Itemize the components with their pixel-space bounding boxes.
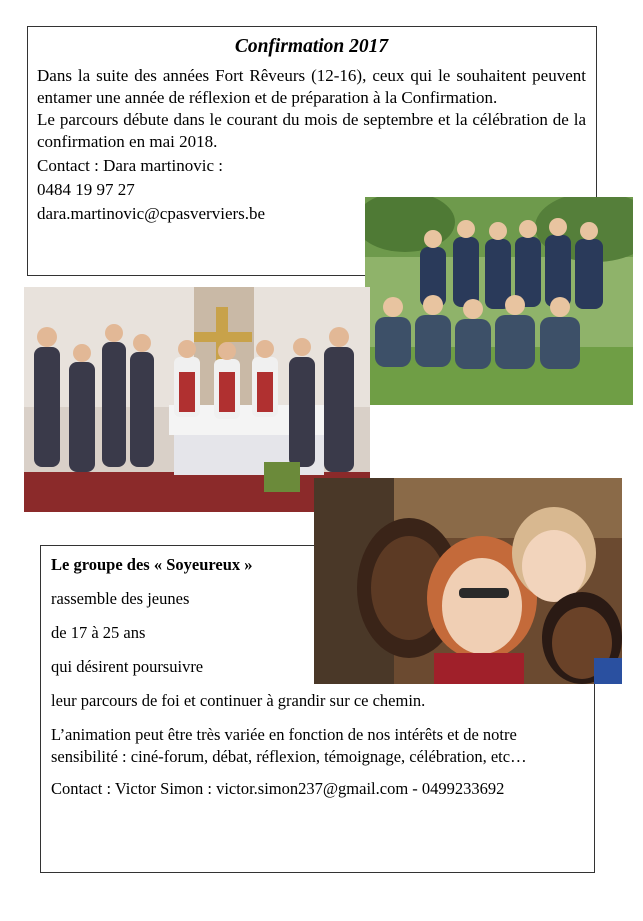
selfie-photo — [314, 478, 622, 684]
soyeureux-contact: Contact : Victor Simon : victor.simon237@gmail.com - 0499233692 — [51, 779, 505, 798]
group-outdoor-photo — [365, 197, 633, 405]
selfie-photo-icon — [314, 478, 622, 684]
confirmation-phone: 0484 19 97 27 — [37, 180, 135, 199]
confirmation-title: Confirmation 2017 — [234, 36, 389, 57]
soyeureux-line-3: qui désirent poursuivre — [51, 657, 204, 676]
soyeureux-heading: Le groupe des « Soyeureux » — [51, 555, 253, 574]
confirmation-contact-label: Contact : Dara martinovic : — [37, 156, 223, 175]
group-photo-icon — [365, 197, 633, 405]
soyeureux-description: L’animation peut être très variée en fonction de nos intérêts et de notre sensibilité : ciné-forum, débat, réflexion, témoignage, célébration, etc… — [51, 725, 527, 766]
confirmation-email: dara.martinovic@cpasverviers.be — [37, 204, 266, 223]
soyeureux-line-4: leur parcours de foi et continuer à grandir sur ce chemin. — [51, 691, 426, 710]
soyeureux-line-1: rassemble des jeunes — [51, 589, 190, 608]
soyeureux-line-2: de 17 à 25 ans — [51, 623, 146, 642]
confirmation-intro: Dans la suite des années Fort Rêveurs (12-16), ceux qui le souhaitent peuvent entamer une année de réflexion et de préparation à la Confirmation. — [37, 66, 586, 107]
confirmation-schedule: Le parcours débute dans le courant du mois de septembre et la célébration de la confirmation en mai 2018. — [37, 110, 586, 151]
